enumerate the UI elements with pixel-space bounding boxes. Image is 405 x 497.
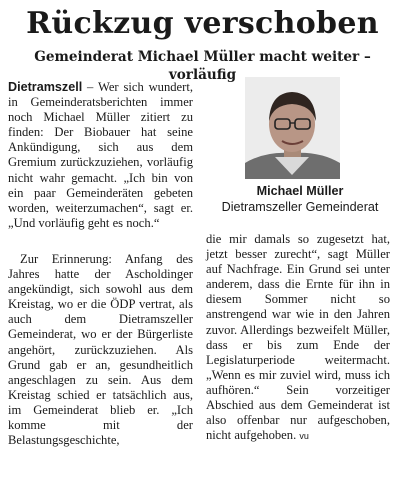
subheadline: Gemeinderat Michael Müller macht weiter – vorläufig xyxy=(34,49,371,83)
photo-caption-name: Michael Müller xyxy=(256,184,344,198)
portrait-illustration xyxy=(245,77,340,179)
portrait-photo xyxy=(245,77,340,179)
intro-text: – Wer sich wundert, in Gemeinderatsberichten immer noch Michael Müller zitiert zu finden: Der Biobauer hat seine Ankündigung, sich aus dem Gremium zurückzuziehen, vorläufig nicht wahr gemacht. „Ich bin von ein paar Gemeinderäten gebeten worden, weiterzumachen“, sagt er. „Und vorläufig geht es noch.“ xyxy=(8,80,193,230)
article-column-bottom-left xyxy=(8,252,193,448)
paragraph-2-left: Zur Erinnerung: Anfang des Jahres hatte der Ascholdinger angekündigt, sich sowohl aus dem Kreistag, wo er die ÖDP vertrat, als auch dem Dietramszeller Gemeinderat, wo er der Bürgerliste angehört, zurückzuziehen. Als Grund gab er an, gesundheitlich angeschlagen zu sein. Aus dem Kreistag schied er tatsächlich aus, im Gemeinderat blieb er. „Ich komme mit der Belastungsgeschichte, xyxy=(8,252,193,448)
photo-caption-role: Dietramszeller Gemeinderat xyxy=(221,200,379,214)
author-signature: vu xyxy=(299,431,309,442)
intro-paragraph xyxy=(8,80,193,231)
dateline: Dietramszell xyxy=(8,80,83,94)
headline: Rückzug verschoben xyxy=(26,6,379,41)
paragraph-2-right-text: die mir damals so zugesetzt hat, jetzt besser zurecht“, sagt Müller auf Nachfrage. Ein Grund sei unter anderem, dass die Ernte für ihn in diesem Sommer nicht so anstrengend war wie in den Jahren zuvor. Allerdings bezweifelt Müller, dass er bis zum Ende der Legislaturperiode weitermacht. „Wenn es mir zuviel wird, muss ich aufhören.“ Sein vorzeitiger Abschied aus dem Gemeinderat ist also offenbar nur aufgeschoben, nicht aufgehoben. xyxy=(206,232,390,443)
paragraph-2-right xyxy=(206,232,390,444)
article-column-right xyxy=(206,232,390,444)
article-column-top-left xyxy=(8,80,193,231)
